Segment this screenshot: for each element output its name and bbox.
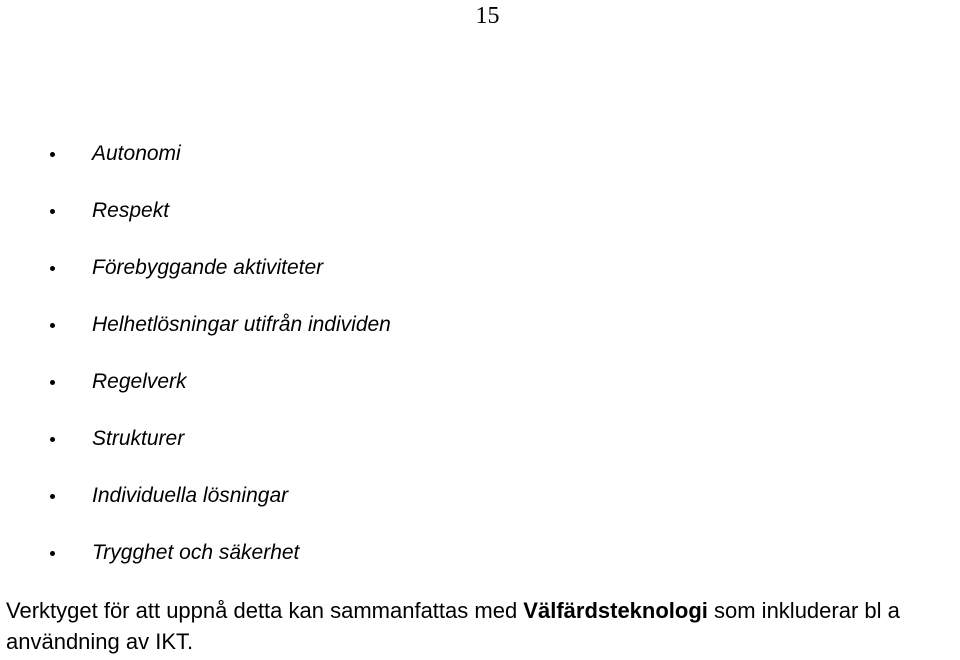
list-item-label: Autonomi <box>92 142 181 165</box>
body-paragraph <box>6 595 960 657</box>
list-item-label: Individuella lösningar <box>92 484 289 507</box>
paragraph-text-start: Verktyget för att uppnå detta kan sammanfattas med <box>6 598 524 623</box>
paragraph-text-end: som inkluderar bl a användning av IKT. <box>6 598 900 654</box>
list-item-label: Strukturer <box>92 427 185 450</box>
list-item-label: Regelverk <box>92 370 187 393</box>
bullet-icon <box>50 551 55 556</box>
paragraph-bold-term: Välfärdsteknologi <box>523 598 708 623</box>
bullet-icon <box>50 437 55 442</box>
list-item-label: Förebyggande aktiviteter <box>92 256 324 279</box>
page-number: 15 <box>475 3 500 29</box>
list-item-label: Trygghet och säkerhet <box>92 541 300 564</box>
bullet-icon <box>50 323 55 328</box>
bullet-icon <box>50 152 55 157</box>
bullet-icon <box>50 266 55 271</box>
list-item-label: Respekt <box>92 199 170 222</box>
list-item-label: Helhetlösningar utifrån individen <box>92 313 391 336</box>
bullet-icon <box>50 380 55 385</box>
bullet-icon <box>50 209 55 214</box>
bullet-icon <box>50 494 55 499</box>
